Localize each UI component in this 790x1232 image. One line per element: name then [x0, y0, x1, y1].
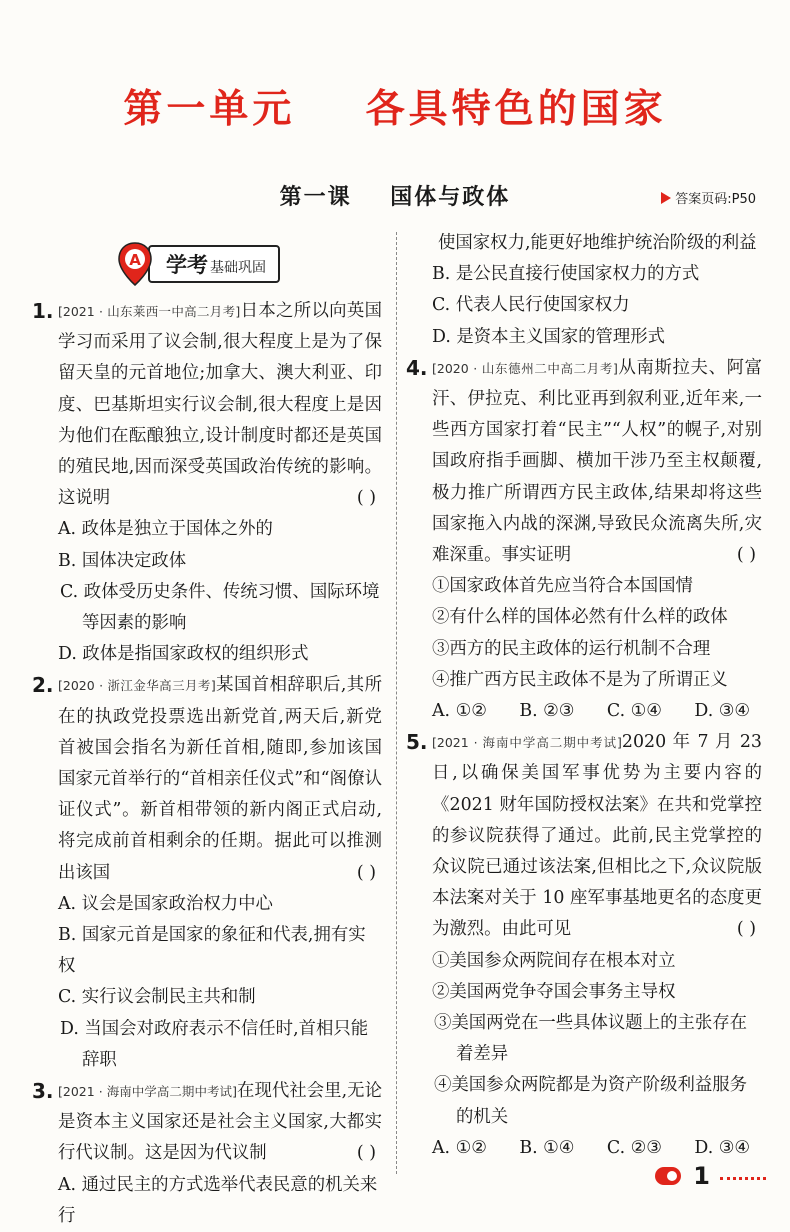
question-number: 3.	[32, 1079, 54, 1104]
option-a-continued: 使国家权力,能更好地维护统治阶级的利益	[438, 233, 757, 253]
question-number: 5.	[406, 730, 428, 755]
statement-1: ①国家政体首先应当符合本国国情	[432, 576, 693, 597]
statement-2: ②有什么样的国体必然有什么样的政体	[432, 607, 728, 628]
question-1	[32, 296, 382, 670]
question-source: [2021 · 山东莱西一中高二月考]	[58, 304, 241, 319]
question-text: 从南斯拉夫、阿富汗、伊拉克、利比亚再到叙利亚,近年来,一些西方国家打着“民主”“人权”的幌子,对别国政府指手画脚、横加干涉乃至主权颠覆,极力推广所谓西方民主政体,结果却将这些国家拖入内战的深渊,导致民众流离失所,灾难深重。事实证明	[432, 357, 762, 566]
unit-title: 第一单元 各具特色的国家	[123, 87, 667, 132]
option-d: D. 当国会对政府表示不信任时,首相只能辞职	[60, 1018, 369, 1070]
statement-3: ③美国两党在一些具体议题上的主张存在着差异	[434, 1013, 748, 1065]
option-a-part1: A. 通过民主的方式选举代表民意的机关来行	[58, 1174, 378, 1226]
choice-d: D. ③④	[694, 1137, 750, 1158]
triangle-arrow-icon	[661, 192, 671, 204]
option-b: B. 国家元首是国家的象征和代表,拥有实权	[58, 925, 366, 977]
question-text: 日本之所以向英国学习而采用了议会制,很大程度上是为了保留天皇的元首地位;加拿大、澳大利亚、印度、巴基斯坦实行议会制,很大程度上是因为他们在酝酿独立,设计制度时都还是英国的殖民地,因而深受英国政治传统的影响。这说明	[58, 301, 382, 509]
answer-parentheses: ( )	[736, 919, 756, 940]
choice-d: D. ③④	[694, 701, 750, 722]
right-column	[406, 228, 762, 1164]
question-stem	[36, 296, 382, 514]
choice-c: C. ①④	[606, 701, 662, 722]
section-badge	[116, 243, 280, 285]
option-d: D. 是资本主义国家的管理形式	[432, 326, 666, 347]
answer-parentheses: ( )	[356, 488, 376, 509]
question-number: 4.	[406, 355, 428, 380]
statement-1: ①美国参众两院间存在根本对立	[432, 950, 676, 971]
question-source: [2020 · 山东德州二中高二月考]	[432, 360, 618, 376]
option-c: C. 实行议会制民主共和制	[58, 987, 256, 1008]
choice-row	[410, 1133, 762, 1164]
question-source: [2020 · 浙江金华高三月考]	[58, 678, 216, 694]
question-stem	[36, 670, 382, 888]
choice-a: A. ①②	[432, 701, 487, 722]
question-text: 在现代社会里,无论是资本主义国家还是社会主义国家,大都实行代议制。这是因为代议制	[58, 1081, 382, 1164]
option-d: D. 政体是指国家政权的组织形式	[58, 644, 309, 665]
choice-b: B. ①④	[519, 1137, 575, 1158]
option-a: A. 政体是独立于国体之外的	[58, 519, 273, 540]
choice-c: C. ②③	[606, 1137, 662, 1158]
badge-label	[148, 245, 280, 283]
choice-b: B. ②③	[519, 701, 575, 722]
question-stem	[410, 353, 762, 571]
badge-shield-icon	[116, 241, 154, 287]
badge-letter: A	[129, 251, 141, 269]
choice-row	[410, 696, 762, 727]
question-text: 某国首相辞职后,其所在的执政党投票选出新党首,两天后,新党首被国会指名为新任首相,随即,参加该国国家元首举行的“首相亲任仪式”和“阁僚认证仪式”。新首相带领的新内阁正式启动,将完成前首相剩余的任期。据此可以推测出该国	[58, 675, 382, 883]
question-source: [2021 · 海南中学高二期中考试]	[58, 1084, 237, 1100]
lesson-title: 第一课 国体与政体	[279, 185, 511, 210]
statement-2: ②美国两党争夺国会事务主导权	[432, 981, 676, 1002]
answer-code-text: 答案页码:P50	[675, 192, 756, 207]
page-footer	[655, 1162, 766, 1190]
question-stem	[36, 1076, 382, 1170]
footer-dots	[720, 1177, 766, 1180]
option-b: B. 国体决定政体	[58, 550, 187, 571]
question-number: 2.	[32, 673, 54, 698]
statement-3: ③西方的民主政体的运行机制不合理	[432, 638, 711, 659]
page-marker-icon	[655, 1165, 685, 1187]
left-column	[32, 296, 382, 1232]
column-divider	[396, 232, 397, 1174]
option-a: A. 议会是国家政治权力中心	[58, 893, 273, 914]
page-number: 1	[693, 1162, 710, 1190]
answer-parentheses: ( )	[736, 545, 756, 566]
statement-4: ④推广西方民主政体不是为了所谓正义	[432, 669, 728, 690]
question-text: 2020 年 7 月 23 日,以确保美国军事优势为主要内容的《2021 财年国防授权法案》在共和党掌控的参议院获得了通过。此前,民主党掌控的众议院已通过该法案,但相比之下,众议院版本法案对关于 10 座军事基地更名的态度更为激烈。由此可见	[432, 732, 762, 940]
question-4	[406, 353, 762, 727]
answer-parentheses: ( )	[356, 862, 376, 883]
question-3	[32, 1076, 382, 1232]
option-b: B. 是公民直接行使国家权力的方式	[432, 264, 700, 285]
option-c: C. 代表人民行使国家权力	[432, 295, 630, 316]
answer-code	[661, 188, 756, 207]
badge-main-text: 学考	[166, 253, 208, 277]
question-stem	[410, 727, 762, 945]
question-source: [2021 · 海南中学高二期中考试]	[432, 735, 622, 751]
question-5	[406, 727, 762, 1164]
statement-4: ④美国参众两院都是为资产阶级利益服务的机关	[434, 1075, 748, 1127]
option-c: C. 政体受历史条件、传统习惯、国际环境等因素的影响	[60, 581, 380, 634]
badge-sub-text: 基础巩固	[210, 260, 266, 276]
choice-a: A. ①②	[432, 1137, 487, 1158]
answer-parentheses: ( )	[356, 1143, 376, 1164]
question-number: 1.	[32, 299, 54, 323]
question-2	[32, 670, 382, 1076]
